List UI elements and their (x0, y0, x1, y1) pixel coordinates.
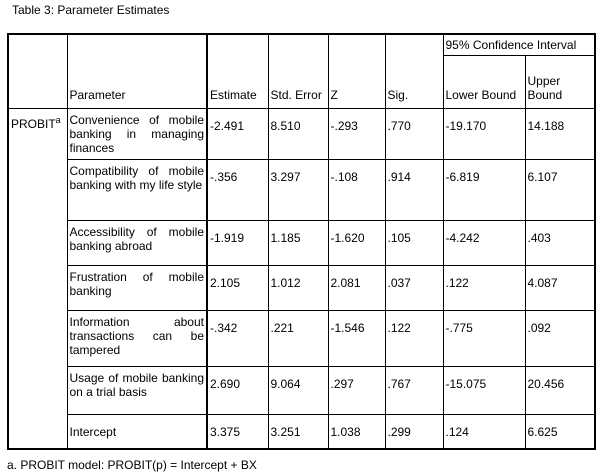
sig-cell: .122 (385, 311, 443, 367)
std-error-cell: 9.064 (268, 367, 328, 415)
std-error-cell: 1.012 (268, 266, 328, 311)
upper-cell: .092 (525, 311, 595, 367)
z-header: Z (328, 56, 385, 109)
sig-header: Sig. (385, 56, 443, 109)
std-error-cell: 8.510 (268, 109, 328, 160)
sig-cell: .914 (385, 160, 443, 221)
lower-cell: .124 (443, 415, 525, 449)
table-row (8, 109, 595, 160)
estimate-cell: -1.919 (207, 221, 268, 266)
parameter-cell: Frustration of mobile banking (67, 266, 207, 311)
z-cell: .297 (328, 367, 385, 415)
upper-cell: 4.087 (525, 266, 595, 311)
std-error-header: Std. Error (268, 56, 328, 109)
table-row (8, 160, 595, 221)
table-row (8, 415, 595, 449)
z-cell: -1.546 (328, 311, 385, 367)
estimate-cell: -.342 (207, 311, 268, 367)
table-body (8, 109, 595, 449)
model-footnote-marker: a (55, 115, 61, 125)
parameter-cell: Intercept (67, 415, 207, 449)
upper-cell: 20.456 (525, 367, 595, 415)
estimate-cell: 2.105 (207, 266, 268, 311)
ci-group-header: 95% Confidence Interval (443, 34, 595, 56)
sig-cell: .299 (385, 415, 443, 449)
estimate-header: Estimate (207, 56, 268, 109)
parameter-header: Parameter (67, 56, 207, 109)
sig-cell: .767 (385, 367, 443, 415)
header-empty-cell (268, 34, 328, 56)
table-row (8, 221, 595, 266)
estimate-cell: 2.690 (207, 367, 268, 415)
upper-bound-header-line1: Upper (527, 74, 561, 88)
std-error-cell: 3.251 (268, 415, 328, 449)
header-empty-cell (8, 56, 67, 109)
lower-cell: -19.170 (443, 109, 525, 160)
upper-cell: 6.625 (525, 415, 595, 449)
header-empty-cell (207, 34, 268, 56)
parameter-cell: Usage of mobile banking on a trial basis (67, 367, 207, 415)
header-empty-cell (8, 34, 67, 56)
parameter-cell: Compatibility of mobile banking with my life style (67, 160, 207, 221)
z-cell: 1.038 (328, 415, 385, 449)
upper-cell: 6.107 (525, 160, 595, 221)
estimate-cell: 3.375 (207, 415, 268, 449)
parameter-cell: Convenience of mobile banking in managing finances (67, 109, 207, 160)
table-footnote: a. PROBIT model: PROBIT(p) = Intercept + BX (7, 458, 257, 472)
sig-cell: .105 (385, 221, 443, 266)
header-row-2 (8, 56, 595, 109)
lower-cell: -6.819 (443, 160, 525, 221)
lower-cell: -.775 (443, 311, 525, 367)
std-error-cell: .221 (268, 311, 328, 367)
estimate-cell: -2.491 (207, 109, 268, 160)
table-row (8, 311, 595, 367)
table-caption: Table 3: Parameter Estimates (12, 3, 170, 17)
header-empty-cell (328, 34, 385, 56)
estimate-cell: -.356 (207, 160, 268, 221)
parameter-estimates-table (7, 33, 596, 450)
lower-cell: -15.075 (443, 367, 525, 415)
header-empty-cell (67, 34, 207, 56)
z-cell: -.293 (328, 109, 385, 160)
z-cell: -.108 (328, 160, 385, 221)
header-empty-cell (385, 34, 443, 56)
header-row-1 (8, 34, 595, 56)
lower-cell: -4.242 (443, 221, 525, 266)
lower-bound-header: Lower Bound (443, 56, 525, 109)
model-label-cell (8, 109, 67, 449)
std-error-cell: 3.297 (268, 160, 328, 221)
sig-cell: .037 (385, 266, 443, 311)
upper-cell: 14.188 (525, 109, 595, 160)
parameter-cell: Information about transactions can be tampered (67, 311, 207, 367)
upper-bound-header-line2: Bound (527, 88, 563, 102)
z-cell: 2.081 (328, 266, 385, 311)
table-row (8, 367, 595, 415)
upper-bound-header (525, 56, 595, 109)
table-row (8, 266, 595, 311)
z-cell: -1.620 (328, 221, 385, 266)
parameter-cell: Accessibility of mobile banking abroad (67, 221, 207, 266)
model-label: PROBIT (11, 117, 56, 131)
std-error-cell: 1.185 (268, 221, 328, 266)
sig-cell: .770 (385, 109, 443, 160)
upper-cell: .403 (525, 221, 595, 266)
lower-cell: .122 (443, 266, 525, 311)
